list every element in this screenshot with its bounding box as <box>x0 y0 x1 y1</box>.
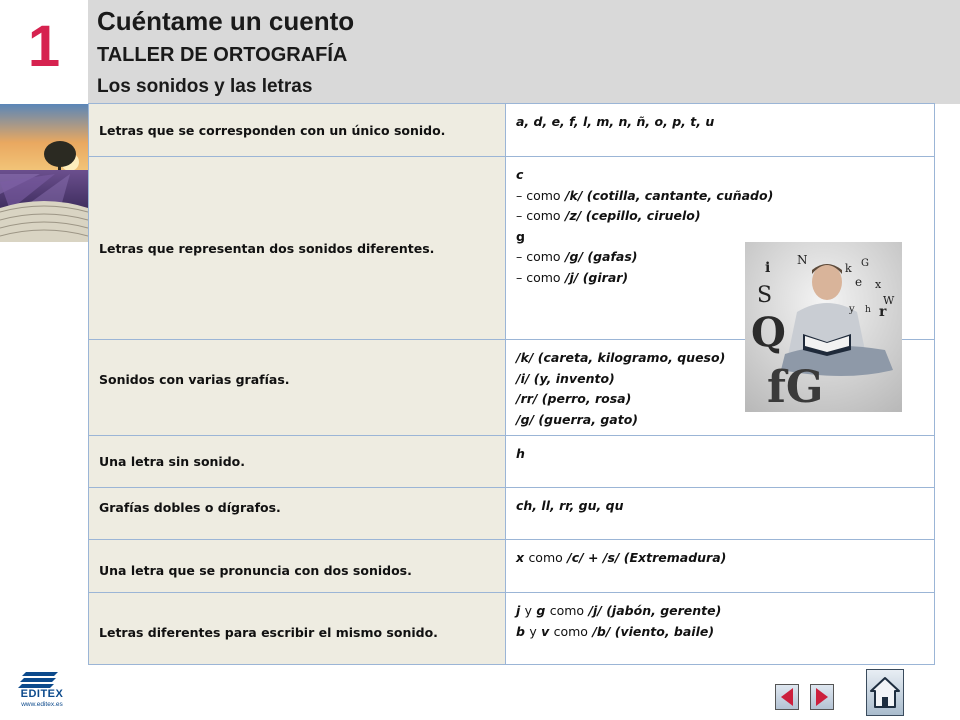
row-value: x como /c/ + /s/ (Extremadura) <box>516 550 727 565</box>
table-row <box>89 593 935 665</box>
row-value-cell <box>506 540 935 593</box>
page-topic: Los sonidos y las letras <box>97 76 313 97</box>
page-subtitle: TALLER DE ORTOGRAFÍA <box>97 44 348 66</box>
row-value: h <box>516 446 525 461</box>
svg-text:S: S <box>757 283 773 308</box>
row-label: Letras diferentes para escribir el mismo sonido. <box>99 625 438 640</box>
unit-badge <box>0 0 88 104</box>
row-value: b y v como /b/ (viento, baile) <box>516 623 715 639</box>
row-value: a, d, e, f, l, m, n, ñ, o, p, t, u <box>516 114 715 129</box>
row-label-cell <box>89 593 506 665</box>
boy-reading-photo <box>745 242 902 412</box>
unit-number: 1 <box>27 14 61 79</box>
row-value: c <box>516 167 524 182</box>
row-value-cell <box>506 593 935 665</box>
row-value: /k/ (careta, kilogramo, queso) <box>516 350 726 365</box>
svg-text:G: G <box>861 258 869 269</box>
svg-text:e: e <box>855 275 863 289</box>
row-label: Grafías dobles o dígrafos. <box>99 500 281 515</box>
row-label: Sonidos con varias grafías. <box>99 372 290 387</box>
triangle-right-icon <box>811 685 833 709</box>
row-label: Letras que representan dos sonidos diferentes. <box>99 240 435 256</box>
home-button[interactable] <box>866 669 904 716</box>
row-label-cell <box>89 436 506 488</box>
page-title: Cuéntame un cuento <box>97 6 355 36</box>
table-row <box>89 436 935 488</box>
editex-logo-url: www.editex.es <box>21 701 63 708</box>
row-value: g <box>516 228 525 244</box>
svg-text:N: N <box>797 253 808 267</box>
svg-text:k: k <box>845 262 852 275</box>
row-label-cell <box>89 488 506 540</box>
row-value: /rr/ (perro, rosa) <box>516 391 632 406</box>
row-label-cell <box>89 157 506 340</box>
row-value-cell <box>506 104 935 157</box>
svg-text:W: W <box>883 294 895 307</box>
table-row <box>89 104 935 157</box>
row-value: – como /z/ (cepillo, ciruelo) <box>516 208 701 223</box>
lavender-field-photo <box>0 104 88 242</box>
table-row <box>89 488 935 540</box>
row-label-cell <box>89 540 506 593</box>
home-icon <box>867 670 903 715</box>
previous-slide-button[interactable] <box>775 684 799 710</box>
triangle-left-icon <box>776 685 798 709</box>
row-value: – como /g/ (gafas) <box>516 249 638 264</box>
svg-text:i: i <box>765 260 771 276</box>
svg-text:h: h <box>865 305 871 315</box>
row-value: – como /j/ (girar) <box>516 269 629 285</box>
next-slide-button[interactable] <box>810 684 834 710</box>
row-value: /i/ (y, invento) <box>516 370 615 386</box>
row-label: Letras que se corresponden con un único sonido. <box>99 122 446 138</box>
row-value-cell <box>506 488 935 540</box>
row-label-cell <box>89 340 506 436</box>
svg-text:r: r <box>879 304 887 320</box>
row-value: – como /k/ (cotilla, cantante, cuñado) <box>516 187 774 203</box>
svg-text:x: x <box>875 278 882 291</box>
row-label: Una letra que se pronuncia con dos sonidos. <box>99 562 412 578</box>
editex-logo-text: EDITEX <box>20 688 64 700</box>
svg-text:fG: fG <box>767 362 824 412</box>
svg-text:y: y <box>849 304 855 315</box>
row-value: j y g como /j/ (jabón, gerente) <box>516 603 722 618</box>
row-label-cell <box>89 104 506 157</box>
row-value: ch, ll, rr, gu, qu <box>516 498 624 513</box>
table-row <box>89 540 935 593</box>
svg-text:Q: Q <box>751 309 786 356</box>
row-label: Una letra sin sonido. <box>99 454 245 469</box>
row-value: /g/ (guerra, gato) <box>516 411 638 427</box>
row-value-cell <box>506 436 935 488</box>
